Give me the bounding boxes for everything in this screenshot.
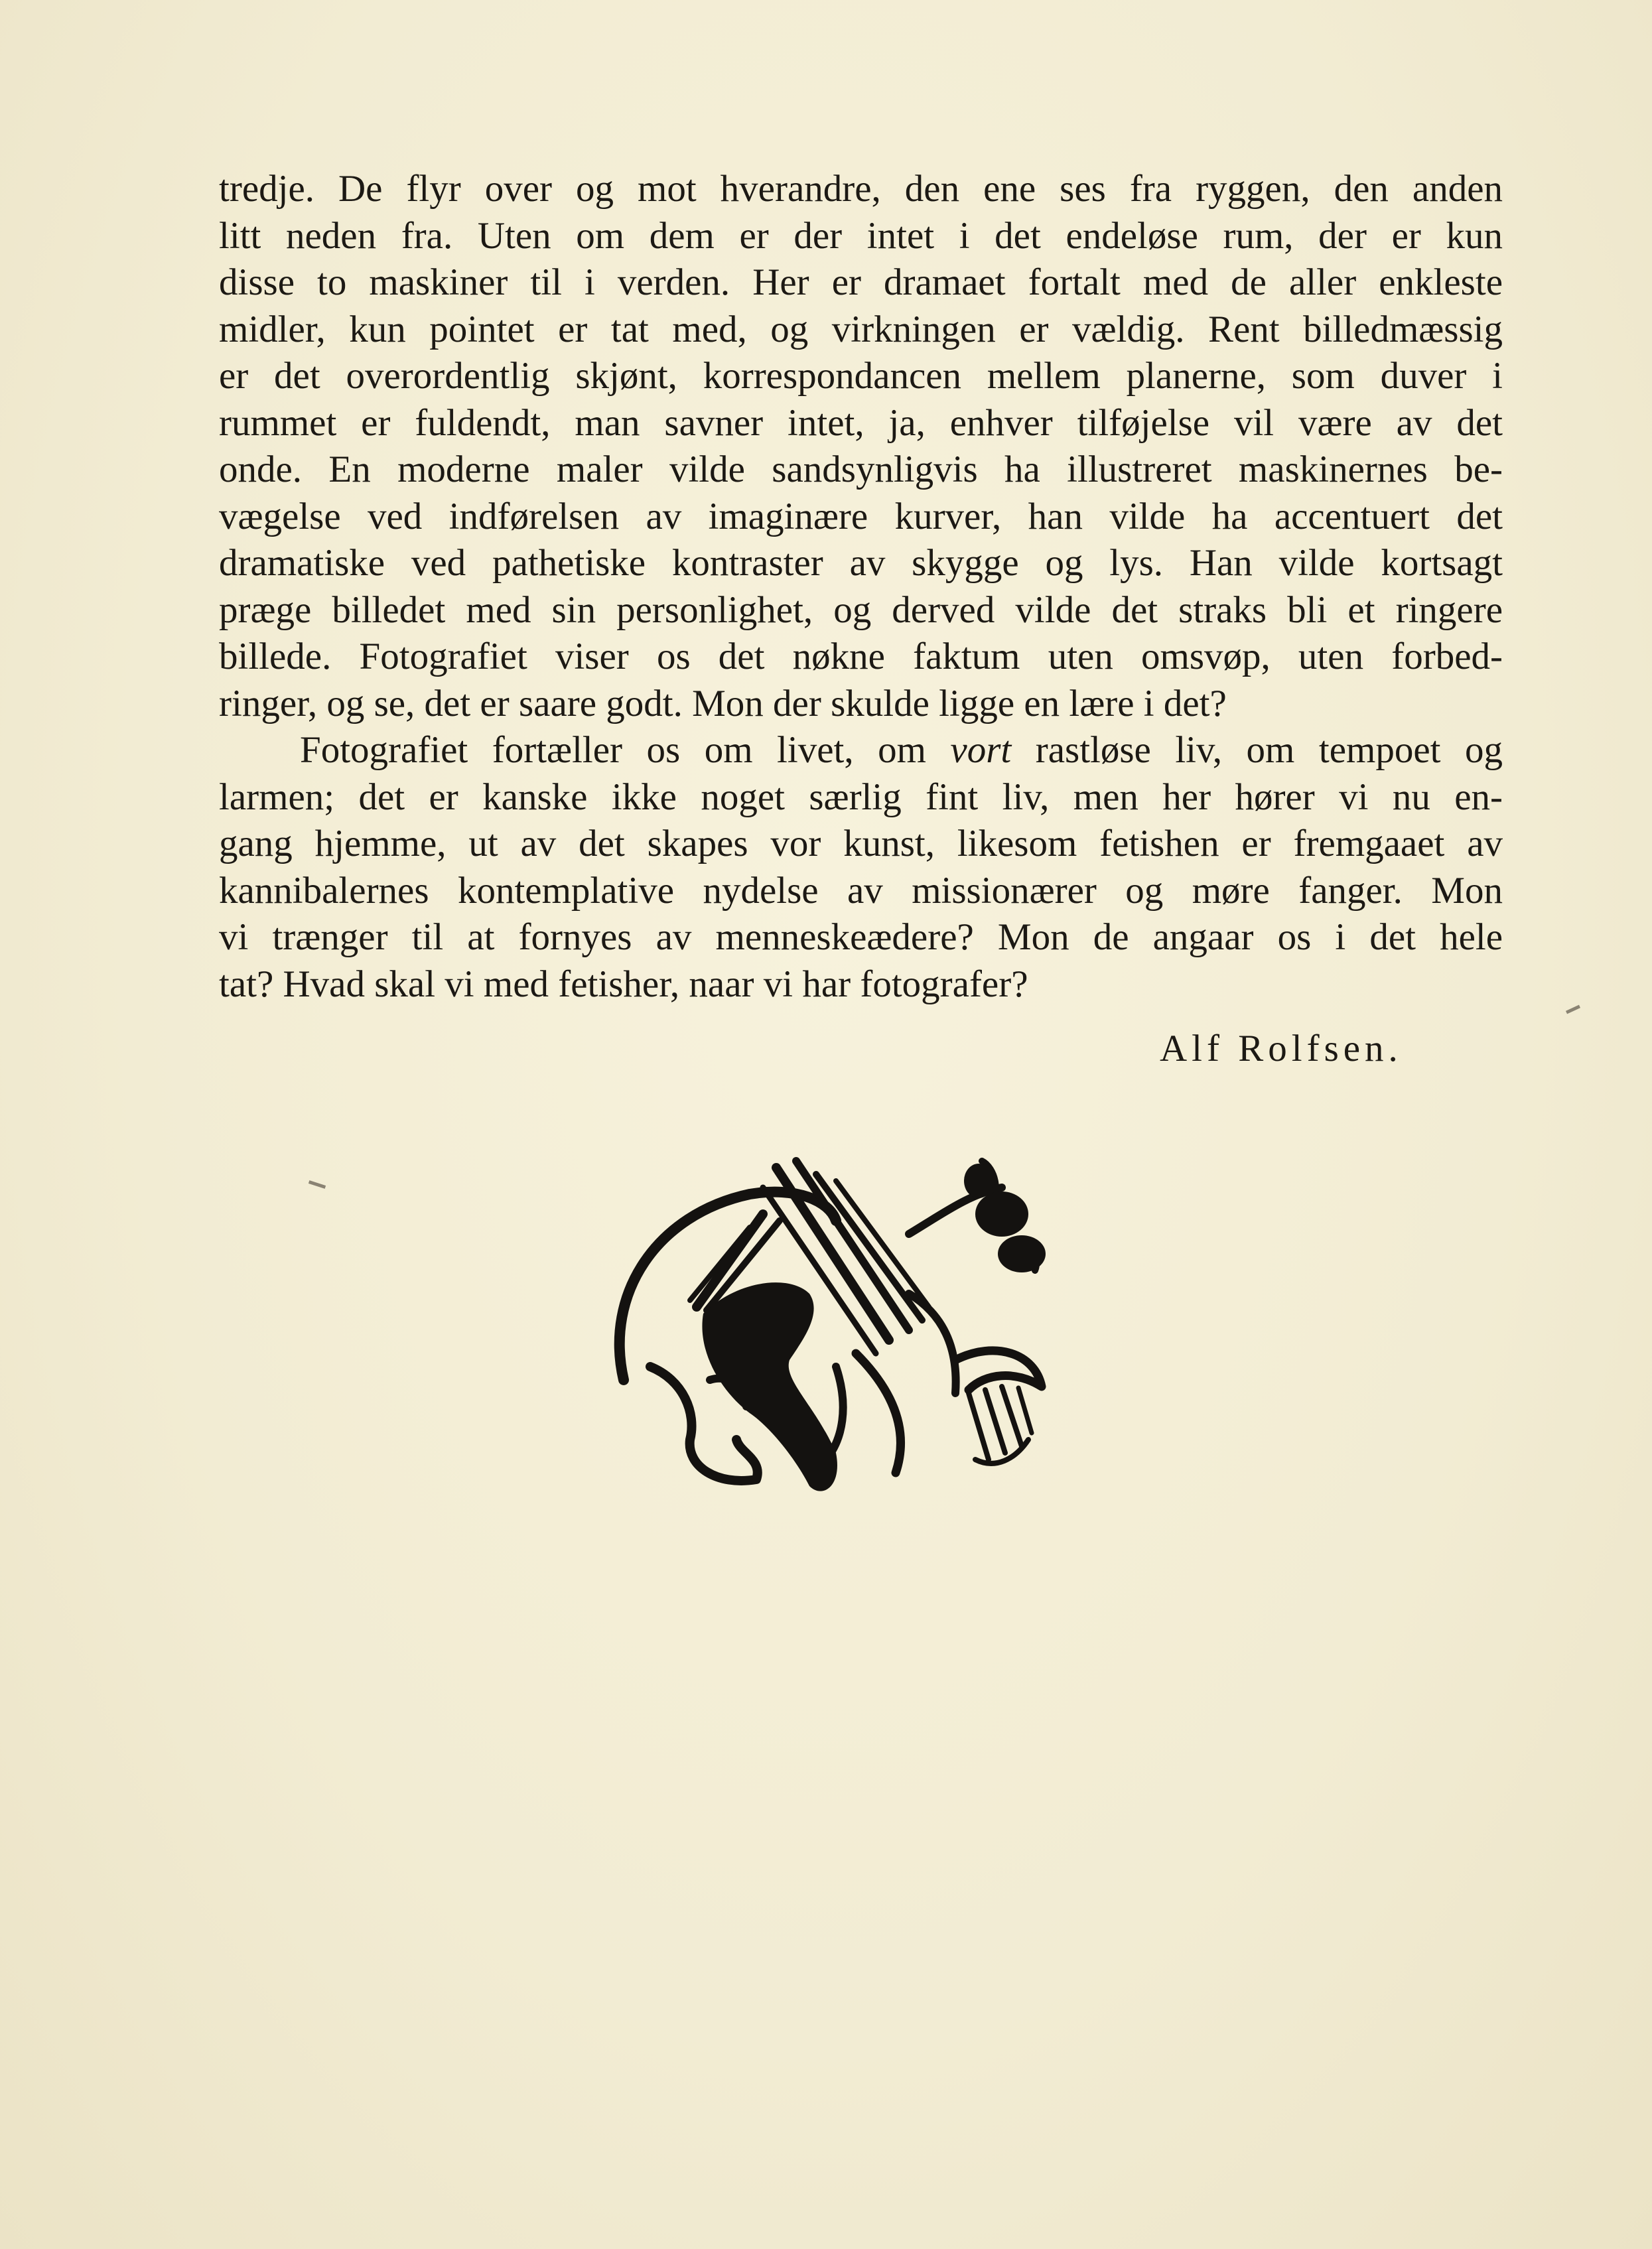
ink-drawing-figure-icon (597, 1141, 1095, 1539)
text-line: præge billedet med sin personlighet, og derved vilde det straks bli et ringere (219, 588, 1503, 631)
text-line: er det overordentlig skjønt, korrespondancen mellem planerne, som duver i (219, 355, 1503, 397)
text-line (219, 727, 1503, 774)
text-line: ringer, og se, det er saare godt. Mon der skulde ligge en lære i det? (219, 682, 1227, 724)
author-signature: Alf Rolfsen. (1160, 1028, 1403, 1069)
text-line: disse to maskiner til i verden. Her er dramaet fortalt med de aller enkleste (219, 261, 1503, 303)
emphasis-word: vort (950, 729, 1012, 771)
body-text (219, 166, 1503, 1008)
paper-speck (1566, 1005, 1580, 1014)
text-line: vi trænger til at fornyes av menneskeædere? Mon de angaar os i det hele (219, 916, 1503, 958)
paper-speck (309, 1180, 326, 1189)
text-line: midler, kun pointet er tat med, og virkningen er vældig. Rent billedmæssig (219, 308, 1503, 350)
text-run: rastløse liv, om tempoet og (1011, 729, 1503, 771)
text-line: dramatiske ved pathetiske kontraster av skygge og lys. Han vilde kortsagt (219, 542, 1503, 584)
text-line: tredje. De flyr over og mot hverandre, den ene ses fra ryggen, den anden (219, 168, 1503, 210)
text-line: kannibalernes kontemplative nydelse av missionærer og møre fanger. Mon (219, 869, 1503, 912)
text-line: onde. En moderne maler vilde sandsynligvis ha illustreret maskinernes be- (219, 448, 1503, 490)
text-line: rummet er fuldendt, man savner intet, ja, enhver tilføjelse vil være av det (219, 401, 1503, 444)
text-line: vægelse ved indførelsen av imaginære kurver, han vilde ha accentuert det (219, 495, 1503, 537)
text-line: larmen; det er kanske ikke noget særlig fint liv, men her hører vi nu en- (219, 776, 1503, 818)
text-line: billede. Fotografiet viser os det nøkne faktum uten omsvøp, uten forbed- (219, 636, 1503, 677)
text-run: Fotografiet fortæller os om livet, om (300, 729, 951, 771)
text-line: litt neden fra. Uten om dem er der intet i det endeløse rum, der er kun (219, 214, 1503, 257)
text-line: gang hjemme, ut av det skapes vor kunst, likesom fetishen er fremgaaet av (219, 823, 1503, 864)
text-line: tat? Hvad skal vi med fetisher, naar vi har fotografer? (219, 963, 1028, 1005)
